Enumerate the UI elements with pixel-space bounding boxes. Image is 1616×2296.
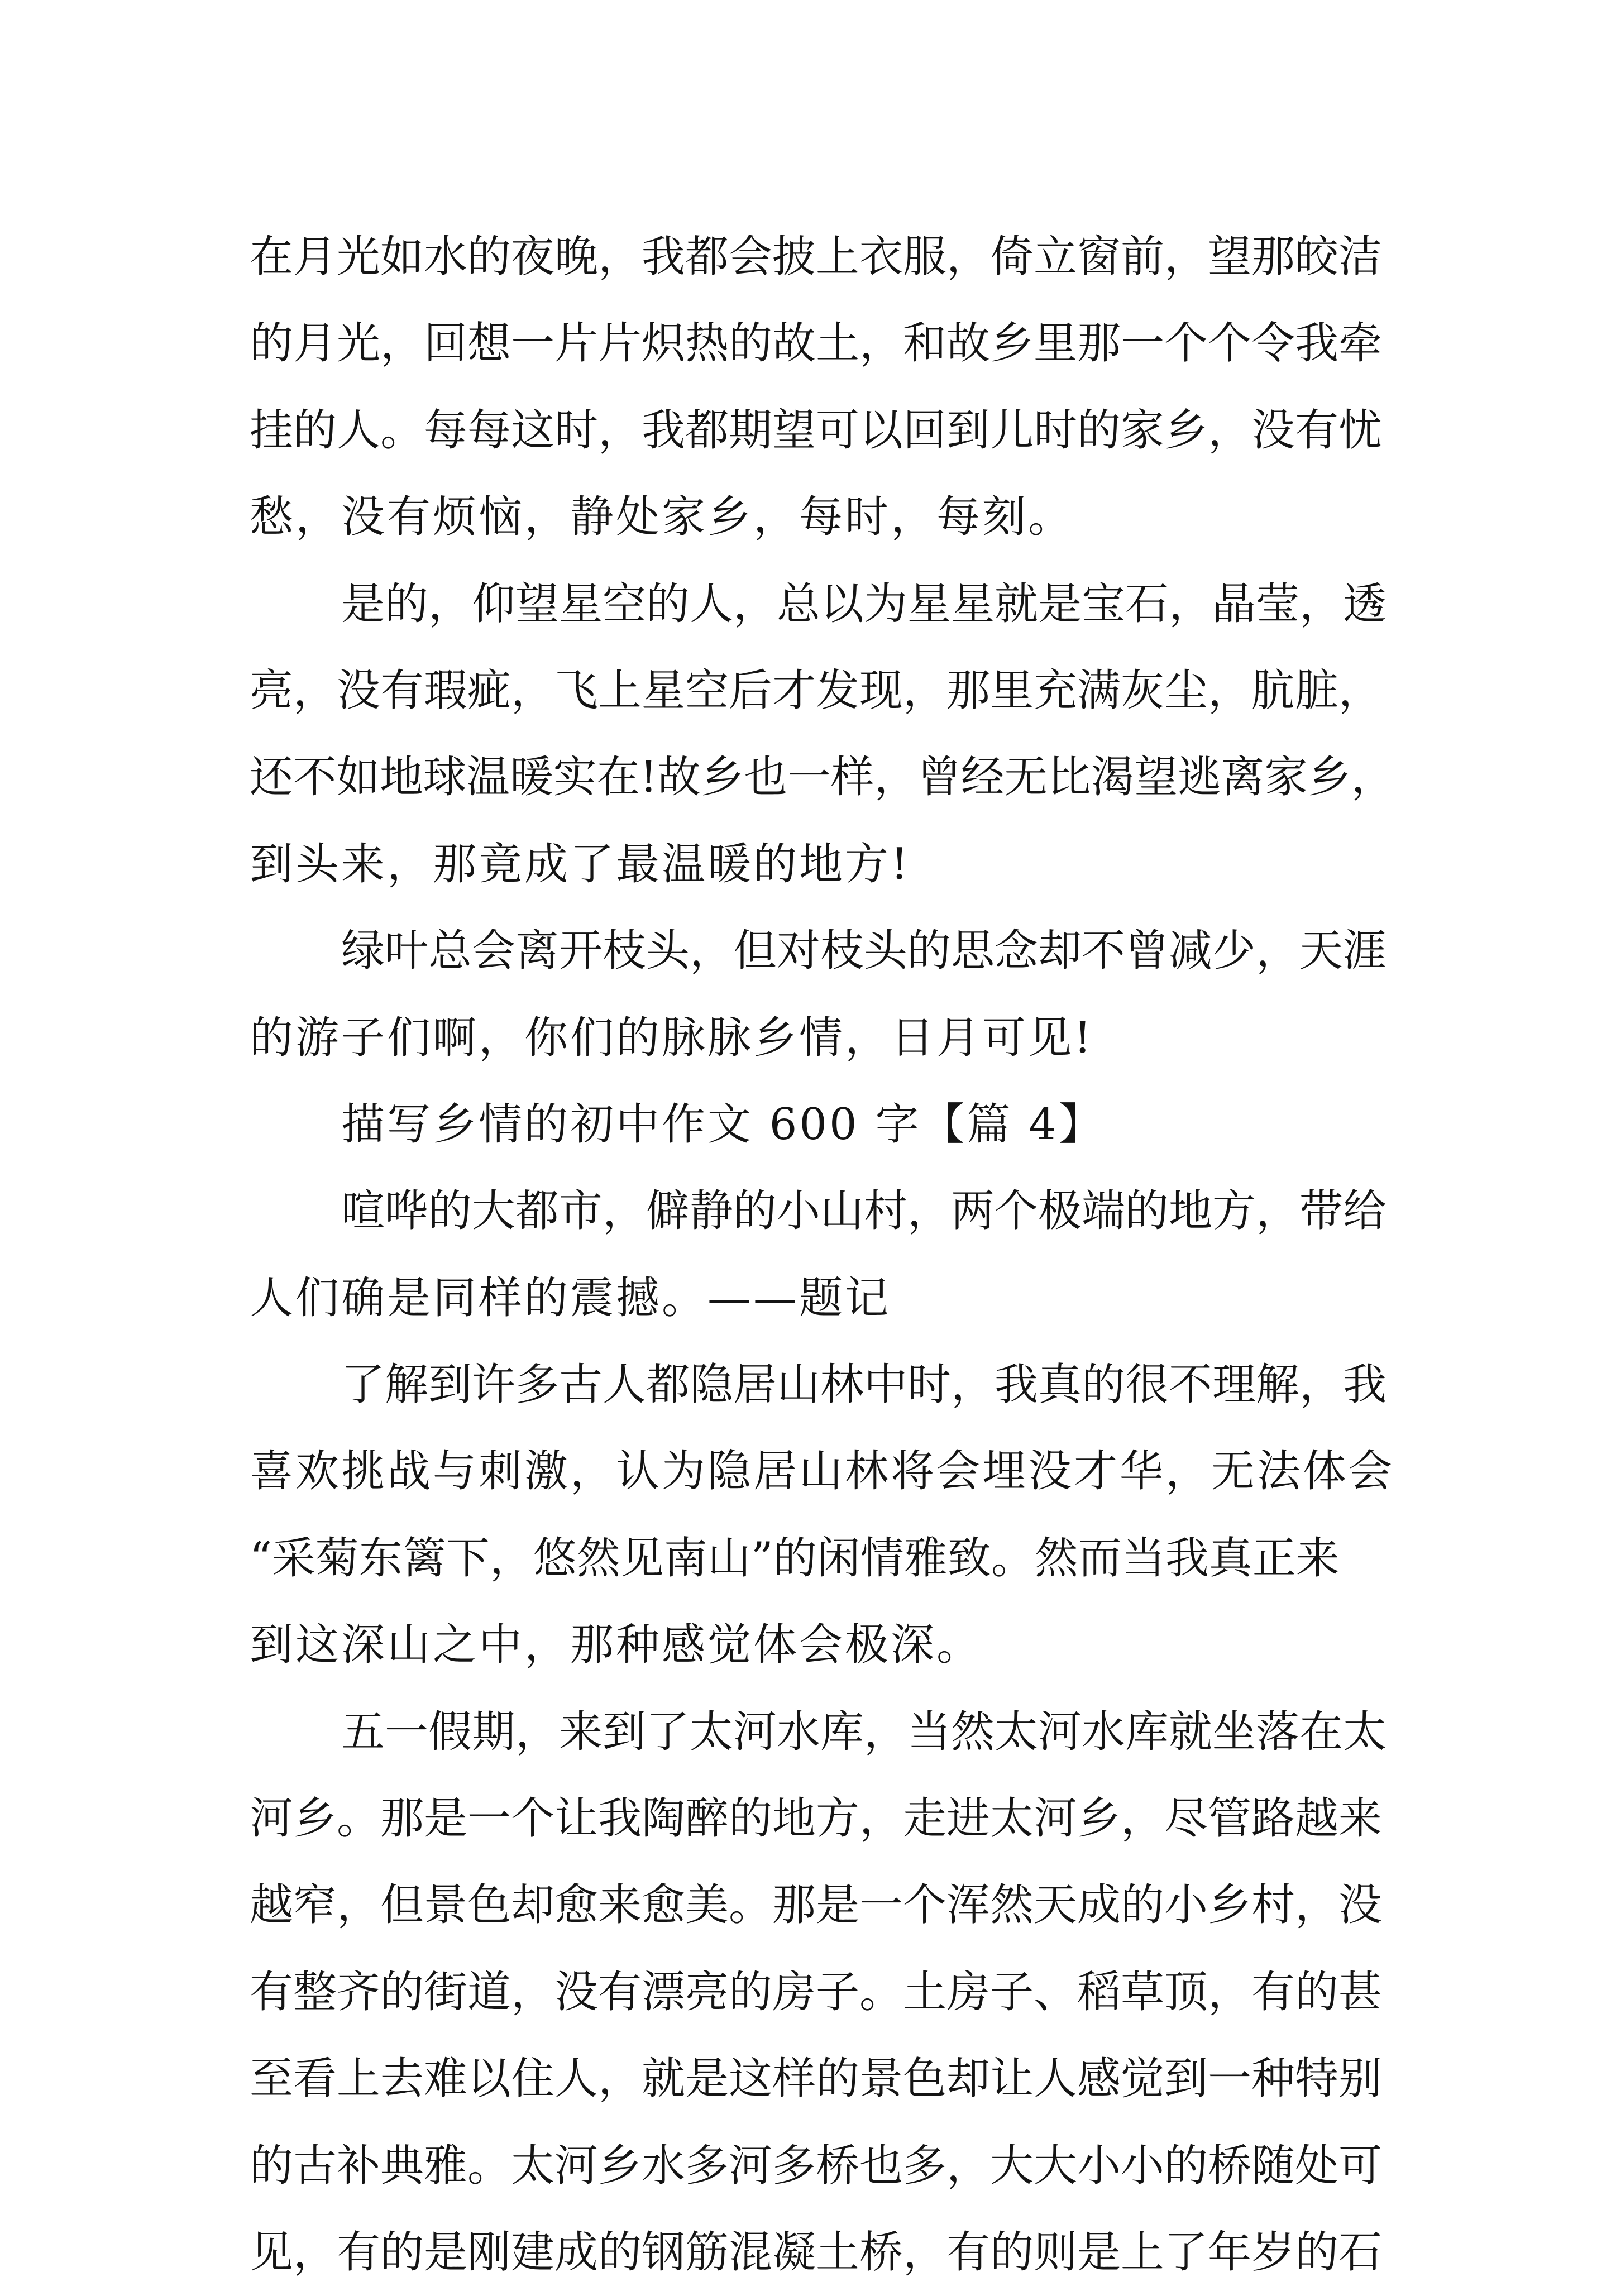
- text-line-7: 还不如地球温暖实在!故乡也一样，曾经无比渴望逃离家乡，: [250, 752, 1395, 803]
- text-line-1: 在月光如水的夜晚，我都会披上衣服，倚立窗前，望那皎洁: [250, 232, 1383, 282]
- text-line-9: 绿叶总会离开枝头，但对枝头的思念却不曾减少，天涯: [341, 926, 1387, 977]
- text-line-13: 人们确是同样的震撼。——题记: [250, 1273, 891, 1323]
- text-line-15: 喜欢挑战与刺激，认为隐居山林将会埋没才华，无法体会: [250, 1446, 1395, 1497]
- section-heading: 描写乡情的初中作文 600 字【篇 4】: [341, 1099, 1105, 1150]
- text-line-20: 越窄，但景色却愈来愈美。那是一个浑然天成的小乡村，没: [250, 1880, 1383, 1931]
- text-line-4: 愁，没有烦恼，静处家乡，每时，每刻。: [250, 492, 1074, 543]
- text-line-5: 是的，仰望星空的人，总以为星星就是宝石，晶莹，透: [341, 578, 1387, 629]
- text-line-3: 挂的人。每每这时，我都期望可以回到儿时的家乡，没有忧: [250, 405, 1383, 456]
- text-line-10: 的游子们啊，你们的脉脉乡情，日月可见!: [250, 1012, 1094, 1063]
- text-line-19: 河乡。那是一个让我陶醉的地方，走进太河乡，尽管路越来: [250, 1793, 1383, 1844]
- text-line-24: 见，有的是刚建成的钢筋混凝土桥，有的则是上了年岁的石: [250, 2227, 1383, 2278]
- text-line-12: 喧哗的大都市，僻静的小山村，两个极端的地方，带给: [341, 1186, 1387, 1237]
- text-line-23: 的古补典雅。太河乡水多河多桥也多，大大小小的桥随处可: [250, 2140, 1383, 2191]
- text-line-6: 亮，没有瑕疵，飞上星空后才发现，那里充满灰尘，肮脏，: [250, 665, 1383, 716]
- text-line-17: 到这深山之中，那种感觉体会极深。: [250, 1620, 983, 1671]
- text-line-8: 到头来，那竟成了最温暖的地方!: [250, 839, 911, 889]
- text-line-16: “采菊东篱下，悠然见南山”的闲情雅致。然而当我真正来: [250, 1533, 1340, 1584]
- text-line-22: 至看上去难以住人，就是这样的景色却让人感觉到一种特别: [250, 2054, 1383, 2104]
- text-line-18: 五一假期，来到了太河水库，当然太河水库就坐落在太: [341, 1706, 1387, 1757]
- text-line-21: 有整齐的街道，没有漂亮的房子。土房子、稻草顶，有的甚: [250, 1967, 1383, 2017]
- text-line-2: 的月光，回想一片片炽热的故土，和故乡里那一个个令我牵: [250, 318, 1383, 369]
- text-line-14: 了解到许多古人都隐居山林中时，我真的很不理解，我: [341, 1360, 1387, 1410]
- essay-body: [250, 214, 1394, 2296]
